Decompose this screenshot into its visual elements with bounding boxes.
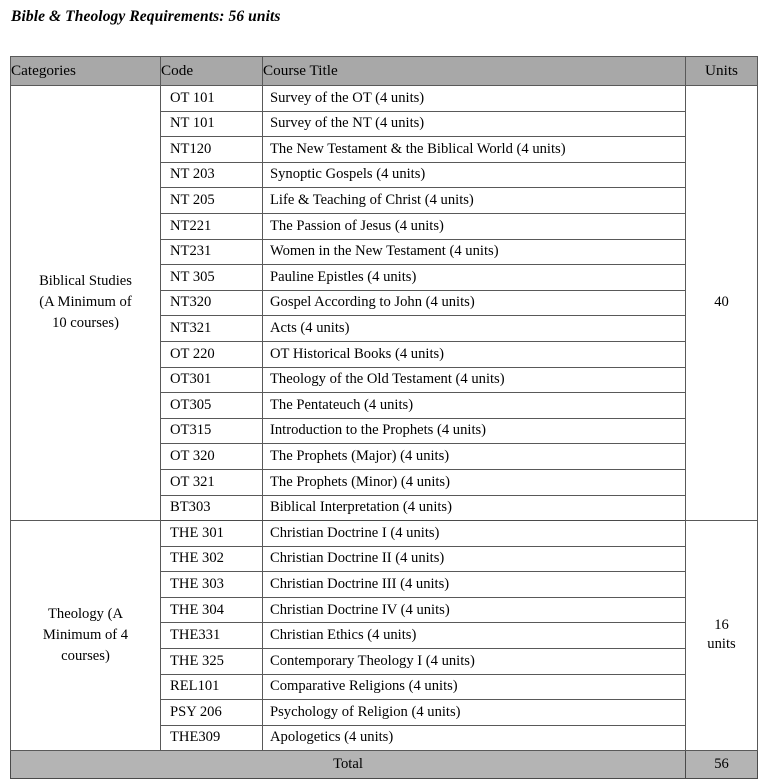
- column-header-units: Units: [686, 57, 758, 86]
- table-header: [11, 57, 758, 86]
- course-title-cell: Apologetics (4 units): [263, 725, 686, 751]
- page-title: Bible & Theology Requirements: 56 units: [11, 8, 281, 25]
- course-code-cell: THE 302: [161, 546, 263, 572]
- total-units: 56: [686, 751, 758, 779]
- course-title-cell: Christian Doctrine III (4 units): [263, 572, 686, 598]
- course-title-cell: Psychology of Religion (4 units): [263, 700, 686, 726]
- course-code-cell: NT 101: [161, 111, 263, 137]
- course-code-cell: THE331: [161, 623, 263, 649]
- course-code-cell: THE 301: [161, 521, 263, 547]
- course-code-cell: OT 320: [161, 444, 263, 470]
- column-header-code: Code: [161, 57, 263, 86]
- section-units-line: 40: [714, 294, 729, 311]
- course-title-cell: The Prophets (Major) (4 units): [263, 444, 686, 470]
- course-code-cell: BT303: [161, 495, 263, 521]
- requirements-table: [10, 56, 758, 779]
- course-code-cell: THE 325: [161, 649, 263, 675]
- course-title-cell: The Prophets (Minor) (4 units): [263, 469, 686, 495]
- course-code-cell: OT 101: [161, 86, 263, 112]
- course-title-cell: Survey of the NT (4 units): [263, 111, 686, 137]
- table-body: [11, 86, 758, 779]
- course-title-cell: Christian Ethics (4 units): [263, 623, 686, 649]
- category-cell: [11, 521, 161, 751]
- course-title-cell: Synoptic Gospels (4 units): [263, 162, 686, 188]
- course-code-cell: OT 220: [161, 341, 263, 367]
- course-title-cell: Biblical Interpretation (4 units): [263, 495, 686, 521]
- course-title-cell: The Pentateuch (4 units): [263, 393, 686, 419]
- category-cell: [11, 86, 161, 521]
- course-title-cell: Introduction to the Prophets (4 units): [263, 418, 686, 444]
- course-code-cell: OT301: [161, 367, 263, 393]
- section-units-cell: [686, 521, 758, 751]
- course-code-cell: THE 303: [161, 572, 263, 598]
- table-header-row: [11, 57, 758, 86]
- course-title-cell: Comparative Religions (4 units): [263, 674, 686, 700]
- course-title-cell: OT Historical Books (4 units): [263, 341, 686, 367]
- course-code-cell: NT 203: [161, 162, 263, 188]
- section-units-line: 16: [714, 617, 729, 634]
- course-title-cell: Christian Doctrine II (4 units): [263, 546, 686, 572]
- course-code-cell: OT305: [161, 393, 263, 419]
- column-header-categories: Categories: [11, 57, 161, 86]
- course-code-cell: NT320: [161, 290, 263, 316]
- category-line: 10 courses): [52, 315, 119, 332]
- course-title-cell: Gospel According to John (4 units): [263, 290, 686, 316]
- course-title-cell: Pauline Epistles (4 units): [263, 265, 686, 291]
- course-title-cell: Survey of the OT (4 units): [263, 86, 686, 112]
- course-title-cell: The New Testament & the Biblical World (4 units): [263, 137, 686, 163]
- course-code-cell: NT321: [161, 316, 263, 342]
- course-title-cell: Christian Doctrine I (4 units): [263, 521, 686, 547]
- course-title-cell: Theology of the Old Testament (4 units): [263, 367, 686, 393]
- course-title-cell: The Passion of Jesus (4 units): [263, 213, 686, 239]
- total-row: [11, 751, 758, 779]
- total-label: Total: [11, 751, 686, 779]
- category-line: courses): [61, 647, 110, 664]
- course-code-cell: NT221: [161, 213, 263, 239]
- course-title-cell: Women in the New Testament (4 units): [263, 239, 686, 265]
- course-code-cell: OT315: [161, 418, 263, 444]
- category-line: Theology (A: [48, 605, 123, 622]
- course-code-cell: REL101: [161, 674, 263, 700]
- course-code-cell: NT120: [161, 137, 263, 163]
- category-line: Biblical Studies: [39, 272, 132, 289]
- category-line: Minimum of 4: [42, 626, 129, 643]
- course-code-cell: NT 205: [161, 188, 263, 214]
- course-title-cell: Life & Teaching of Christ (4 units): [263, 188, 686, 214]
- course-code-cell: OT 321: [161, 469, 263, 495]
- course-code-cell: THE 304: [161, 597, 263, 623]
- course-code-cell: NT231: [161, 239, 263, 265]
- section-units-line: units: [707, 636, 736, 653]
- course-title-cell: Acts (4 units): [263, 316, 686, 342]
- course-code-cell: PSY 206: [161, 700, 263, 726]
- table-row: [11, 86, 758, 112]
- section-units-cell: [686, 86, 758, 521]
- course-title-cell: Contemporary Theology I (4 units): [263, 649, 686, 675]
- category-line: (A Minimum of: [39, 293, 132, 310]
- course-title-cell: Christian Doctrine IV (4 units): [263, 597, 686, 623]
- column-header-course-title: Course Title: [263, 57, 686, 86]
- course-code-cell: THE309: [161, 725, 263, 751]
- course-code-cell: NT 305: [161, 265, 263, 291]
- table-row: [11, 521, 758, 547]
